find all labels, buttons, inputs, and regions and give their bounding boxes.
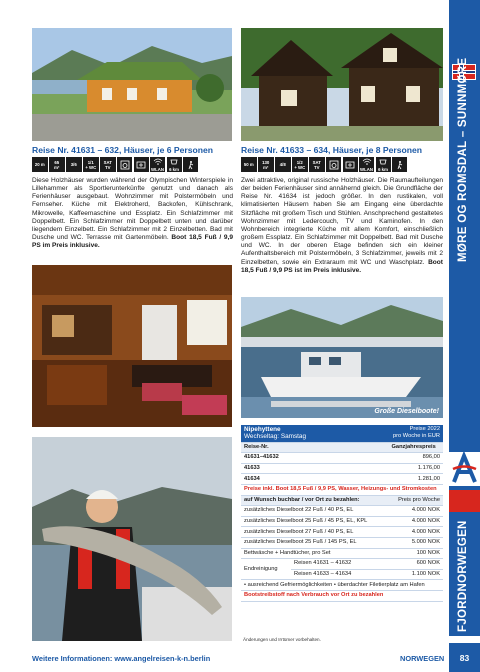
boat-included-note: Preise inkl. Boot 18,5 Fuß / 9,9 PS, Wasser, Heizungs- und Stromkosten — [241, 484, 443, 495]
shop-distance-icon: 6 km — [167, 157, 182, 172]
page-number: 83 — [449, 643, 480, 672]
distance-to-water-icon: 50 m — [241, 157, 257, 172]
col-price: Ganzjahrespreis — [384, 442, 443, 453]
listing-1-icons — [32, 157, 198, 172]
price-table — [241, 425, 443, 602]
table-row: zusätzliches Dieselboot 25 Fuß / 145 PS, EL 5.000 NOK — [241, 537, 443, 548]
hiking-icon — [183, 157, 198, 172]
photo-house-1 — [32, 28, 232, 141]
sat-tv-icon: SAT TV — [309, 157, 325, 172]
listing-2-heading: Reise Nr. 41633 – 634, Häuser, je 8 Personen — [241, 145, 423, 155]
washing-machine-icon — [117, 157, 132, 172]
logo-icon — [449, 452, 480, 486]
listing-2-description: Zwei attraktive, original russische Holzhäuser. Die Raumaufteilungen der beiden Ferienhäuser sind annähernd gleich. Die Grundfläche der Reise Nr. 41634 ist jedoch größer. In den rustikalen, voll klimatisierten Häusern haben Sie am Eingang eine überdachte Sitzfläche mit großem Tisch und Stühlen. Anschprechend gestaltetes Wohnzimmer mit Ledercouch, TV und Kaminofen. In den Wohnbereich integrierte Küche mit allem Komfort, einschließlich großem Essplatz. Ein Schlafzimmer mit Doppelbett. Bad mit Dusche und WC. In der oberen Etage befinden sich ein kleiner Aufenthaltsbereich mit Polstermöbeln, 3 Schlafzimmer, jeweils mit 2 Einzelbetten, sowie ein Extraraum mit WC und Waschplatz. Boot 18,5 Fuß / 9,9 PS ist im Preis inklusive. — [241, 177, 443, 274]
table-row: Bettwäsche + Handtücher, pro Set 100 NOK — [241, 548, 443, 559]
table-row: zusätzliches Dieselboot 27 Fuß / 40 PS, EL 4.000 NOK — [241, 527, 443, 538]
freezer-icon — [343, 157, 358, 172]
bedrooms-beds-icon: 4/8 — [275, 157, 291, 172]
table-row: 41631–41632 896,00 — [241, 453, 443, 464]
photo-interior — [32, 265, 232, 427]
sat-tv-icon: SAT TV — [100, 157, 116, 172]
table-row: zusätzliches Dieselboot 25 Fuß / 45 PS, EL, KPL 4.000 NOK — [241, 516, 443, 527]
more-info: Weitere Informationen: www.angelreisen-k-n.berlin — [32, 654, 211, 663]
cleaning-price: 1.100 NOK — [411, 571, 440, 578]
wlan-icon: WLAN — [359, 157, 374, 172]
distance-to-water-icon: 20 m — [32, 157, 48, 172]
bedrooms-beds-icon: 3/6 — [66, 157, 82, 172]
photo-angler — [32, 437, 232, 641]
listing-1-heading: Reise Nr. 41631 – 632, Häuser, je 6 Personen — [32, 145, 214, 155]
house-name: Nipehyttene — [244, 426, 281, 434]
country-label: NORWEGEN — [400, 654, 445, 663]
listing-1-description: Diese Holzhäuser wurden während der Olympischen Winterspiele in Lillehammer als Sportlerunterkünfte genutzt und danach als Ferienhäuser ausgebaut. Wohnzimmer mit Polstermöbeln und Fernseher. Küche mit Elektroherd, Backofen, Kühlschrank, Mikrowelle, Kaffeemaschine und Essplatz. Ein Schlafzimmer mit Doppelbett. Ein Schlafzimmer mit Doppelbett unten und darüber liegendem Einzelbett. Ein Schlafzimmer mit 2 Einzelbetten. Bad mit Dusche und WC. Terrasse mit Gartenmöbeln. Boot 18,5 Fuß / 9,9 PS im Preis inklusive. — [32, 177, 233, 250]
red-stripe — [449, 490, 480, 512]
living-area-icon: 65 m² — [49, 157, 65, 172]
col-trip-nr: Reise-Nr. — [241, 442, 384, 453]
price-table-header — [241, 425, 443, 442]
bathrooms-icon: 1/1 + WC — [83, 157, 99, 172]
living-area-icon: 130 m² — [258, 157, 274, 172]
cleaning-row — [241, 559, 443, 580]
price-col-headers — [241, 442, 443, 453]
boat-caption: Große Dieselboote! — [374, 408, 439, 415]
table-row: 41633 1.176,00 — [241, 463, 443, 474]
bathrooms-icon: 1/2 + WC — [292, 157, 308, 172]
cleaning-item: Reisen 41631 – 41632 — [291, 559, 384, 570]
freezer-icon — [134, 157, 149, 172]
cleaning-label: Endreinigung — [244, 565, 278, 572]
region-bottom-label: FJORDNORWEGEN — [457, 520, 469, 632]
changes-note: Änderungen und Irrtümer vorbehalten. — [243, 637, 321, 642]
region-top-label: MØRE OG ROMSDAL – SUNNMØRE — [457, 57, 469, 262]
table-row: 41634 1.281,00 — [241, 474, 443, 485]
price-season: Preise 2022 — [409, 426, 440, 433]
cleaning-price: 600 NOK — [384, 559, 443, 570]
photo-house-2 — [241, 28, 443, 141]
photo-boats — [241, 297, 443, 418]
fuel-note: Bootstreibstoff nach Verbrauch vor Ort zu bezahlen — [241, 590, 443, 601]
changeover-day: Wechseltag: Samstag — [244, 433, 307, 441]
washing-machine-icon — [326, 157, 341, 172]
wlan-icon: WLAN — [150, 157, 165, 172]
shop-distance-icon: 6 km — [376, 157, 391, 172]
listing-2-icons — [241, 157, 407, 172]
price-unit: pro Woche in EUR — [393, 433, 440, 440]
extras-header: auf Wunsch buchbar / vor Ort zu bezahlen: Preis pro Woche — [241, 495, 443, 506]
amenities-note: • ausreichend Gefriermöglichkeiten • überdachter Filetierplatz am Hafen — [241, 580, 443, 591]
hiking-icon — [392, 157, 407, 172]
cleaning-item: Reisen 41633 – 41634 — [294, 571, 352, 578]
table-row: zusätzliches Dieselboot 22 Fuß / 40 PS, EL 4.000 NOK — [241, 506, 443, 517]
